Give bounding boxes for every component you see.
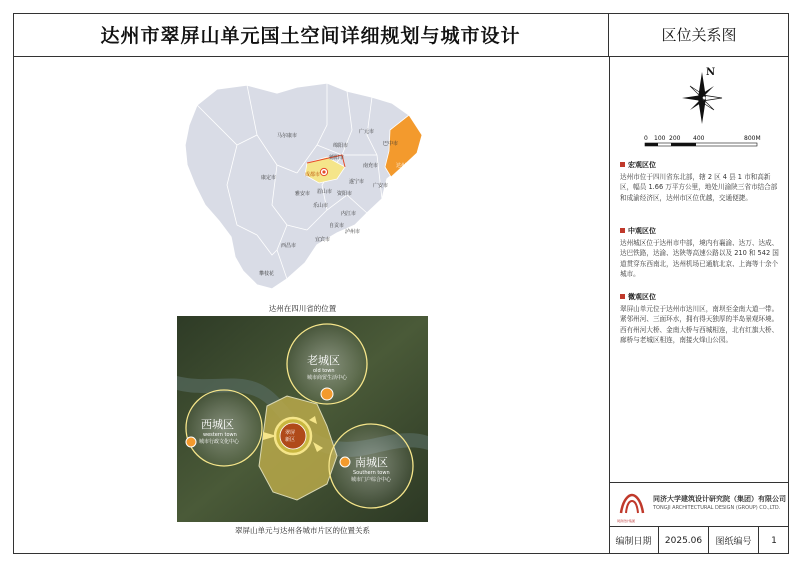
scale-label-200: 200 <box>669 135 681 142</box>
label-nanchong: 南充市 <box>363 163 379 169</box>
label-xichang: 西昌市 <box>281 243 297 249</box>
section-body: 达州城区位于达州市中部，境内有襄渝、达万、达成、达巴铁路，达渝、达陕等高速公路以及 210 和 542 国道贯穿东西南北，达州机场已通航北京、上海等十余个城市。 <box>620 238 779 278</box>
footer-table <box>609 526 789 554</box>
bullet-icon <box>620 294 625 299</box>
section-heading: 中观区位 <box>620 226 780 237</box>
north-label: N <box>706 67 716 78</box>
bullet-icon <box>620 228 625 233</box>
label-southern-town: 南城区 <box>355 456 388 469</box>
label-maerkang: 马尔康市 <box>277 133 298 139</box>
section-heading: 微观区位 <box>620 292 780 303</box>
date-label: 编制日期 <box>609 527 659 554</box>
section-meso <box>620 226 780 280</box>
label-western-town-sub: 城市行政文化中心 <box>199 439 240 445</box>
date-value: 2025.06 <box>659 527 709 554</box>
label-old-town-en: old town <box>313 368 335 374</box>
company-name-en: TONGJI ARCHITECTURAL DESIGN (GROUP) CO.,LTD. <box>653 505 781 511</box>
label-leshan: 乐山市 <box>313 203 329 209</box>
company-logo <box>609 482 789 526</box>
tongji-logo-icon <box>617 489 647 519</box>
label-neijiang: 内江市 <box>341 211 357 217</box>
number-label: 图纸编号 <box>709 527 759 554</box>
center-label-1: 翠屏 <box>285 430 296 436</box>
label-kangding: 康定市 <box>261 175 277 181</box>
section-heading: 宏观区位 <box>620 160 780 171</box>
scale-bar <box>644 132 774 152</box>
label-zigong: 自贡市 <box>329 223 345 229</box>
top-map-caption: 达州在四川省的位置 <box>268 304 337 313</box>
label-suining: 遂宁市 <box>349 179 365 185</box>
label-chengdu: 成都市 <box>305 172 321 178</box>
label-southern-town-sub: 城市门户综合中心 <box>351 477 392 483</box>
company-small-label: 同济设计集团 <box>617 519 636 523</box>
label-mianyang: 绵阳市 <box>333 143 349 149</box>
scale-label-0: 0 <box>644 135 648 142</box>
label-meishan: 眉山市 <box>317 189 333 195</box>
label-guangan: 广安市 <box>373 183 389 189</box>
section-macro <box>620 160 780 203</box>
label-western-town-en: western town <box>203 432 237 438</box>
scale-label-400: 400 <box>693 135 705 142</box>
label-southern-town-en: Southern town <box>353 470 390 476</box>
label-old-town: 老城区 <box>307 354 340 367</box>
label-yaan: 雅安市 <box>295 191 311 197</box>
label-deyang: 德阳市 <box>329 155 345 161</box>
bullet-icon <box>620 162 625 167</box>
label-ziyang: 资阳市 <box>337 191 353 197</box>
label-panzhihua: 攀枝花 <box>259 271 275 277</box>
label-dazhou: 达州市 <box>396 163 412 169</box>
main-title: 达州市翠屏山单元国土空间详细规划与城市设计 <box>13 13 609 57</box>
label-luzhou: 泸州市 <box>345 229 361 235</box>
north-arrow-icon <box>680 64 724 126</box>
center-label-2: 新区 <box>285 437 296 443</box>
scale-label-100: 100 <box>654 135 666 142</box>
sichuan-map <box>177 75 428 300</box>
label-guangyuan: 广元市 <box>359 129 375 135</box>
sheet-title: 区位关系图 <box>609 13 789 57</box>
label-bazhong: 巴中市 <box>383 141 399 147</box>
bottom-map-caption: 翠屏山单元与达州各城市片区的位置关系 <box>235 526 370 535</box>
label-western-town: 西城区 <box>201 418 234 431</box>
label-yibin: 宜宾市 <box>315 237 331 243</box>
number-value: 1 <box>771 535 777 546</box>
section-body: 翠屏山单元位于达州市达川区，南坝至金南大道一带。紧邻州河、三面环水，拥有得天独厚的半岛景观环境。西有州河大桥、金南大桥与西城相连，北有红旗大桥、廊桥与老城区相连，南接火烽山公园。 <box>620 304 779 344</box>
district-relation-map <box>177 316 428 522</box>
label-old-town-sub: 城市商贸生活中心 <box>307 375 348 381</box>
section-micro <box>620 292 780 346</box>
company-name-cn: 同济大学建筑设计研究院（集团）有限公司 <box>653 495 786 503</box>
section-body: 达州市位于四川省东北部，辖 2 区 4 县 1 市和高新区，幅员 1.66 万平方公里，地处川渝陕三省市结合部和成渝经济区，达州市区位优越，交通便捷。 <box>620 172 778 202</box>
scale-label-800: 800M <box>744 135 761 142</box>
